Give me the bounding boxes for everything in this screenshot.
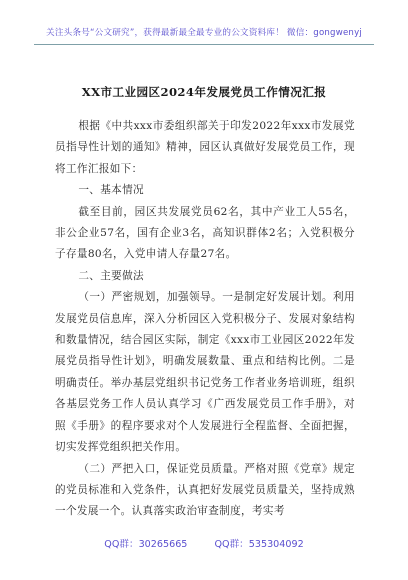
section-heading-basic: 一、基本情况 (78, 184, 144, 197)
document-title: XX市工业园区2024年发展党员工作情况汇报 (81, 85, 327, 99)
document-body (55, 116, 355, 523)
footer-qq-group-2: QQ群：535304092 (214, 539, 304, 550)
intro-paragraph: 根据《中共xxx市委组织部关于印发2022年xxx市发展党员指导性计划的通知》精神，园区认真做好发展党员工作，现将工作汇报如下： (55, 120, 355, 175)
footer-qq-group-1: QQ群：30265665 (104, 539, 188, 550)
header-notice: 关注头条号“公文研究”，获得最新最全最专业的公文资料库！ 微信：gongwenyj (46, 28, 362, 38)
header-divider (34, 44, 374, 45)
footer (0, 536, 408, 550)
section-heading-practices: 二、主要做法 (78, 269, 144, 282)
practice-one-paragraph: （一）严密规划，加强领导。一是制定好发展计划。利用发展党员信息库，深入分析园区入党积极分子、发展对象结构和数量情况，结合园区实际，制定《xxx市工业园区2022年发展党员指导性计划》，明确发展数量、重点和结构比例。二是明确责任。举办基层党组织书记党务工作者业务培训班，组织各基层党务工作人员认真学习《广西发展党员工作手册》，对照《手册》的程序要求对个人发展进行全程监督、全面把握，切实发挥党组织把关作用。 (55, 291, 355, 454)
basic-info-paragraph: 截至目前，园区共发展党员62名，其中产业工人55名，非公企业57名，国有企业3名，高知识群体2名；入党积极分子存量80名，入党申请人存量27名。 (55, 205, 355, 261)
practice-two-paragraph: （二）严把入口，保证党员质量。严格对照《党章》规定的党员标准和入党条件，认真把好发展党员质量关，坚持成熟一个发展一个。认真落实政治审查制度，考实考 (55, 462, 355, 518)
